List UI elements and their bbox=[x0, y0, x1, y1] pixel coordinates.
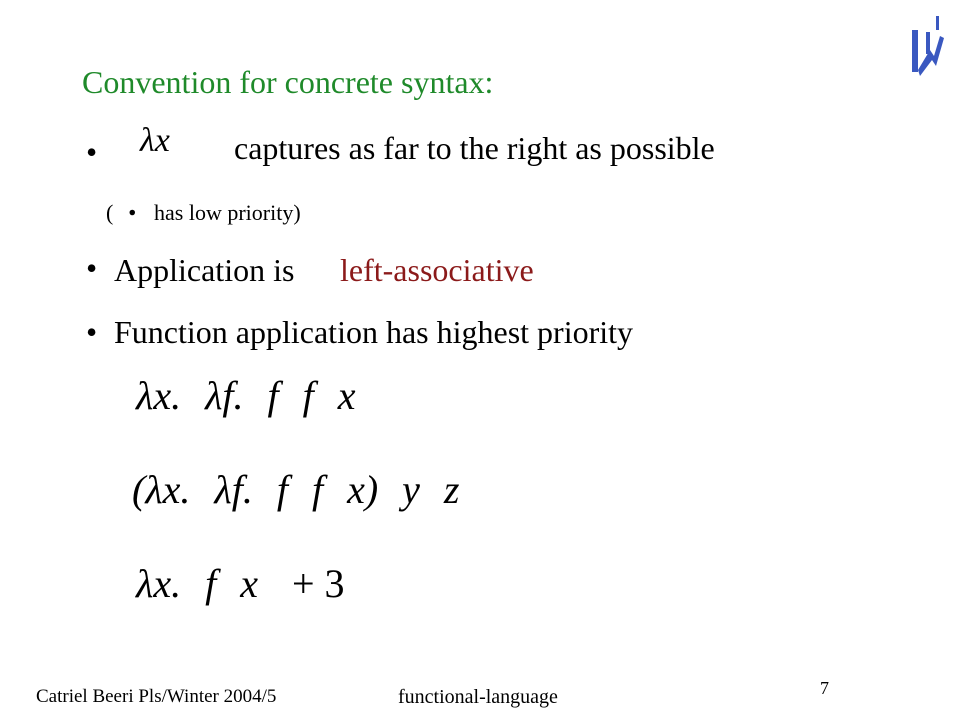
bullet-text-captures: captures as far to the right as possible bbox=[234, 130, 715, 166]
left-associative-highlight: left-associative bbox=[340, 252, 534, 288]
bullet-text-application: Application is bbox=[114, 252, 295, 288]
lambda-x-formula: λx bbox=[140, 122, 170, 159]
note-dot: . bbox=[128, 186, 137, 223]
note-open-paren: ( bbox=[106, 200, 114, 225]
page-number: 7 bbox=[820, 678, 829, 698]
note-text: has low priority) bbox=[154, 200, 301, 225]
footer-topic: functional-language bbox=[398, 686, 558, 708]
formula-3-plus-three bbox=[292, 560, 345, 607]
bullet-marker: • bbox=[86, 314, 98, 350]
bullet-marker: • bbox=[86, 134, 98, 170]
logo-icon bbox=[906, 14, 950, 80]
bullet-text-function: Function application has highest priority bbox=[114, 314, 634, 350]
slide-title: Convention for concrete syntax: bbox=[82, 64, 494, 100]
formula-3: λx. f x bbox=[136, 561, 258, 606]
plus-three: + 3 bbox=[292, 561, 345, 606]
footer-author: Catriel Beeri Pls/Winter 2004/5 bbox=[36, 686, 277, 707]
formula-1: λx. λf. f f x bbox=[136, 373, 356, 418]
formula-2: (λx. λf. f f x) y z bbox=[132, 467, 460, 512]
bullet-marker: • bbox=[86, 250, 98, 286]
